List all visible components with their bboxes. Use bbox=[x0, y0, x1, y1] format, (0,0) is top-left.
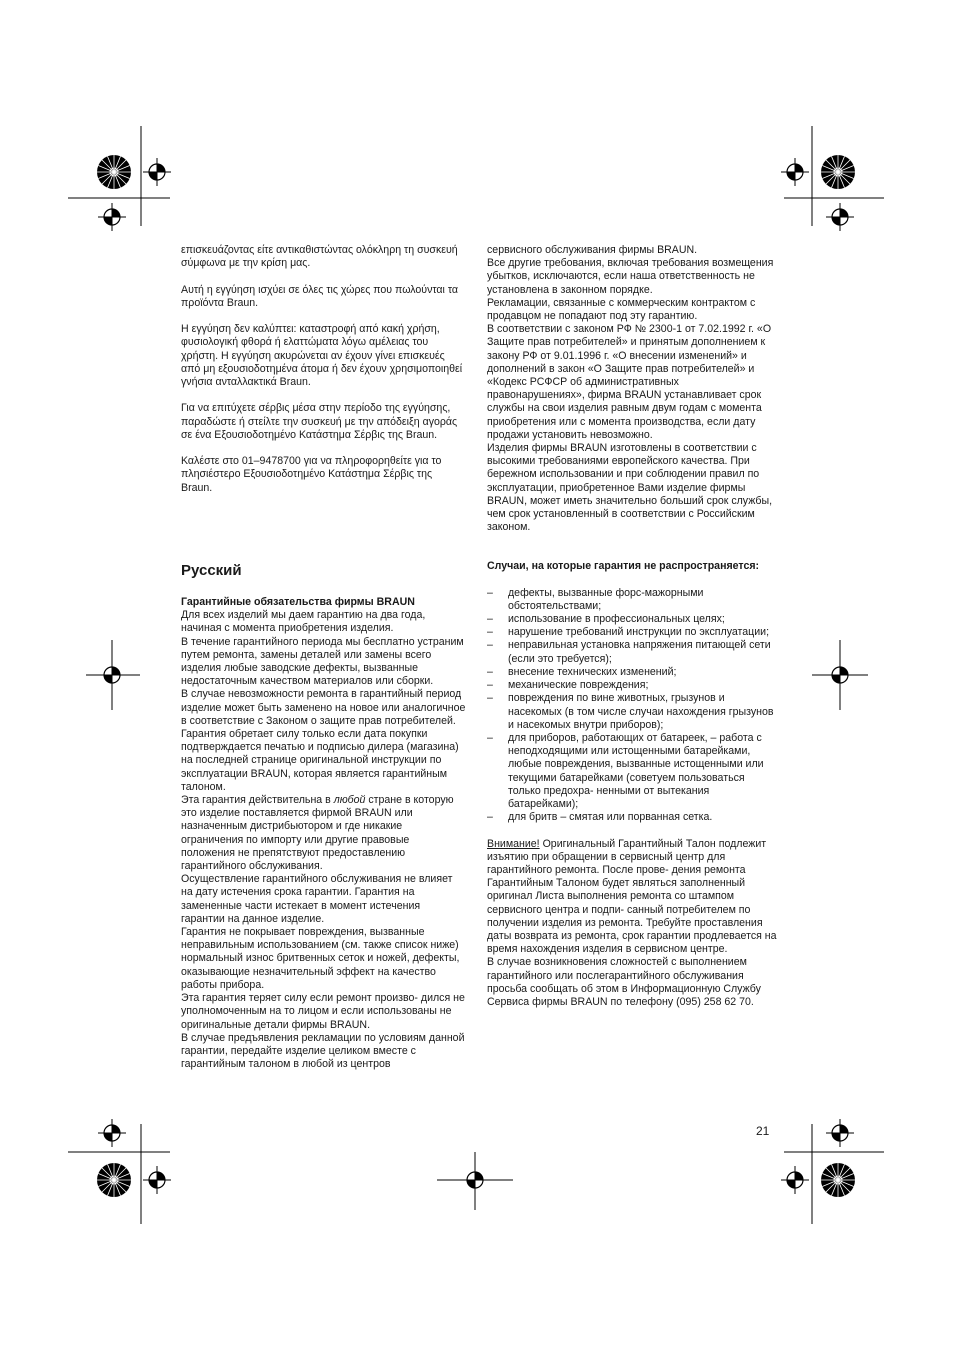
registration-mark-icon bbox=[826, 203, 854, 231]
list-item: – для бритв – смятая или порванная сетка. bbox=[487, 811, 777, 824]
star-target-icon bbox=[97, 155, 131, 189]
list-item: – использование в профессиональных целях; bbox=[487, 613, 777, 626]
warranty-paragraph: Эта гарантия теряет силу если ремонт произво- дился не уполномоченным на то лицом и если использованы не оригинальные детали фирмы BRAUN. bbox=[181, 992, 465, 1031]
text-span: стране в которую это изделие поставляется фирмой BRAUN или назначенным дистрибьютором и где никакие ограничения по импорту или другие правовые положения не препятствуют предоставлению гарантийного обслуживания. bbox=[181, 794, 454, 873]
list-item: – нарушение требований инструкции по эксплуатации; bbox=[487, 626, 777, 639]
list-item: – внесение технических изменений; bbox=[487, 666, 777, 679]
warranty-paragraph: Рекламации, связанные с коммерческим контрактом с продавцом не попадают под эту гарантию. bbox=[487, 296, 756, 323]
list-item: – механические повреждения; bbox=[487, 679, 777, 692]
greek-paragraph: Καλέστε στο 01–9478700 για να πληροφορηθείτε για το πλησιέστερο Εξουσιοδοτημένο Κατάστημα Σέρβις της Braun. bbox=[181, 455, 442, 494]
warranty-paragraph: Изделия фирмы BRAUN изготовлены в соответствии с высокими требованиями европейского качества. При бережном использовании и при соблюдении правил по эксплуатации, приобретенное Вами изделие фирмы BRAUN, может иметь значительно больший срок службы, чем срок установленный в соответствии с Российским законом. bbox=[487, 442, 773, 534]
warranty-paragraph bbox=[181, 794, 466, 873]
list-item: – повреждения по вине животных, грызунов и насекомых (в том числе случаи нахождения грызунов и насекомых внутри приборов); bbox=[487, 692, 777, 732]
left-column bbox=[181, 244, 466, 1071]
warranty-paragraph: В случае предъявления рекламации по условиям данной гарантии, передайте изделие целиком вместе с гарантийным талоном в любой из центров bbox=[181, 1031, 465, 1071]
registration-mark-icon bbox=[781, 1166, 809, 1194]
warranty-paragraph: сервисного обслуживания фирмы BRAUN. bbox=[487, 244, 698, 256]
registration-mark-icon bbox=[143, 1166, 171, 1194]
star-target-icon bbox=[821, 155, 855, 189]
list-item: – для приборов, работающих от батареек, – работа с неподходящими или истощенными батарейками, любые повреждения, вызванные истощенными или текущими батарейками (советуем пользоваться только предохра- ненными от вытекания батарейками); bbox=[487, 732, 777, 811]
registration-mark-icon bbox=[98, 1119, 126, 1147]
warranty-paragraph: Все другие требования, включая требования возмещения убытков, исключаются, если наша ответственность не установлена в законном порядке. bbox=[487, 257, 774, 296]
registration-mark-icon bbox=[98, 203, 126, 231]
registration-mark-icon bbox=[826, 1119, 854, 1147]
russian-warranty-section bbox=[181, 596, 466, 1071]
greek-paragraph: Αυτή η εγγύηση ισχύει σε όλες τις χώρες που πωλούνται τα προϊόντα Braun. bbox=[181, 283, 458, 309]
exclusions-list bbox=[487, 587, 777, 825]
attention-label: Внимание! bbox=[487, 837, 540, 850]
warranty-paragraph: Гарантия обретает силу только если дата покупки подтверждается печатью и подписью дилера (магазина) на последней странице оригинальной инструкции по эксплуатации BRAUN, которая является гарантийным талоном. bbox=[181, 728, 459, 793]
list-item: – неправильная установка напряжения питающей сети (если это требуется); bbox=[487, 639, 777, 665]
warranty-paragraph: Гарантия не покрывает повреждения, вызванные неправильным использованием (см. также список ниже) нормальный износ бритвенных сеток и ножей, дефекты, оказывающие незначительный эффект на качество работы прибора. bbox=[181, 926, 460, 991]
warranty-paragraph: В случае возникновения сложностей с выполнением гарантийного или послегарантийного обслуживания просьба сообщать об этом в Информационную Службу Сервиса фирмы BRAUN по телефону (095) 258 62 70. bbox=[487, 956, 761, 1008]
star-target-icon bbox=[97, 1163, 131, 1197]
right-column bbox=[487, 244, 777, 1009]
greek-paragraph: Για να επιτύχετε σέρβις μέσα στην περίοδο της εγγύησης, παραδώστε ή στείλτε την συσκευή με την απόδειξη αγοράς σε ένα Εξουσιοδοτημένο Κατάστημα Σέρβις της Braun. bbox=[181, 402, 458, 441]
greek-paragraph: επισκευάζοντας είτε αντικαθιστώντας ολόκληρη τη συσκευή σύμφωνα με την κρίση μας. bbox=[181, 244, 458, 270]
registration-mark-icon bbox=[781, 158, 809, 186]
warranty-subheading: Гарантийные обязательства фирмы BRAUN bbox=[181, 596, 415, 608]
text-span: Эта гарантия действительна в bbox=[181, 794, 334, 807]
warranty-paragraph: Осуществление гарантийного обслуживания не влияет на дату истечения срока гарантии. Гарантия на замененные части истекает в момент истечения гарантии на данное изделие. bbox=[181, 873, 453, 925]
page-number: 21 bbox=[756, 1124, 770, 1138]
warranty-paragraph: В течение гарантийного периода мы бесплатно устраним путем ремонта, замены деталей или замены всего изделия любые заводские дефекты, вызванные недостаточным качеством материалов или сборки. bbox=[181, 635, 464, 688]
warranty-paragraph: В случае невозможности ремонта в гарантийный период изделие может быть заменено на новое или аналогичное в соответствие с Законом о защите прав потребителей. bbox=[181, 688, 466, 727]
list-item: – дефекты, вызванные форс-мажорными обстоятельствами; bbox=[487, 587, 777, 613]
section-heading-russian: Русский bbox=[181, 562, 242, 579]
exclusions-heading: Случаи, на которые гарантия не распространяется: bbox=[487, 560, 760, 573]
attention-text: Оригинальный Гарантийный Талон подлежит изъятию при обращении в сервисный центр для гарантийного ремонта. После прове- дения ремонта Гарантийным Талоном будет являться заполненный оригинал Листа выполнения ремонта со штампом сервисного центра и подпи- санный потребителем по получении изделия из ремонта. Требуйте проставления даты возврата из ремонта, срок гарантии продлевается на время нахождения изделия в сервисном центре. bbox=[487, 837, 777, 956]
emphasis-text: любой bbox=[333, 794, 366, 807]
registration-mark-icon bbox=[143, 158, 171, 186]
greek-paragraph: Η εγγύηση δεν καλύπτει: καταστροφή από κακή χρήση, φυσιολογική φθορά ή ελαττώματα λόγω αμέλειας του χρήστη. Η εγγύηση ακυρώνεται αν έχουν γίνει επισκευές από μη εξουσιοδοτημένα άτομα ή δεν έχουν χρησιμοποιηθεί γνήσια ανταλλακτικά Braun. bbox=[181, 323, 463, 388]
warranty-paragraph: Для всех изделий мы даем гарантию на два года, начиная с момента приобретения изделия. bbox=[181, 609, 426, 635]
warranty-paragraph: В соответствии с законом РФ № 2300-1 от 7.02.1992 г. «О Защите прав потребителей» и принятым дополнением к закону РФ от 9.01.1996 г. «О внесении изменений» и дополнений в закон «О Защите прав потребителей» и «Кодекс РСФСР об административных правонарушениях», фирма BRAUN устанавливает срок службы на свои изделия равным двум годам с момента приобретения или с момента производства, если дату продажи установить невозможно. bbox=[487, 323, 772, 441]
attention-paragraph bbox=[487, 838, 777, 957]
star-target-icon bbox=[821, 1163, 855, 1197]
